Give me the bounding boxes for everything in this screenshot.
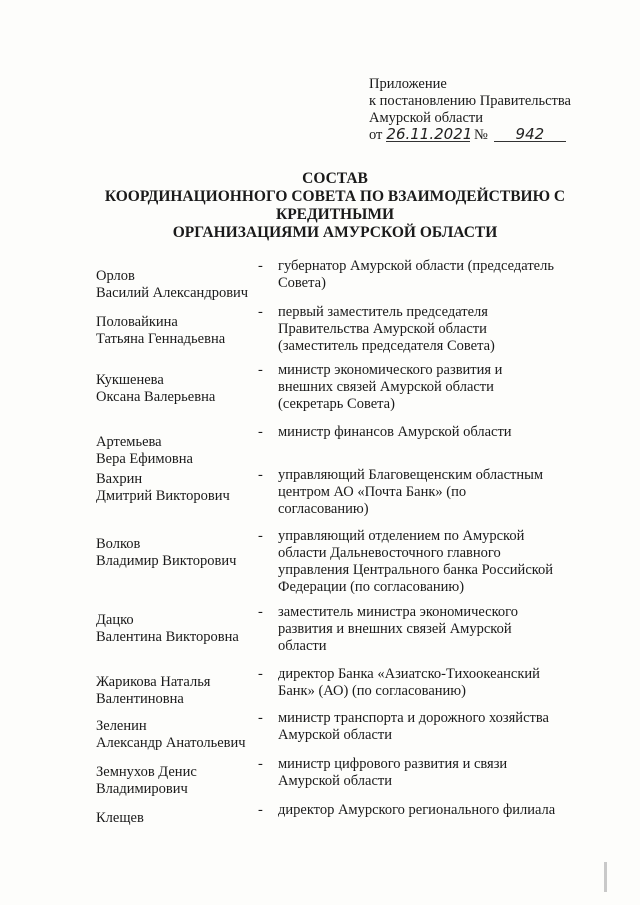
member-name [96, 268, 256, 302]
member-role [278, 756, 568, 790]
title-line-1: СОСТАВ [302, 170, 368, 187]
member-role [278, 710, 568, 744]
title-line-2: КООРДИНАЦИОННОГО СОВЕТА ПО ВЗАИМОДЕЙСТВИЮ С [104, 188, 566, 205]
role-line: Амурской области [278, 773, 392, 789]
scan-edge-mark [604, 862, 607, 892]
member-name [96, 718, 256, 752]
member-role [278, 604, 568, 655]
member-role [278, 528, 568, 596]
member-surname: Клещев [96, 810, 144, 826]
role-line: директор Банка «Азиатско-Тихоокеанский [278, 666, 540, 682]
member-surname: Орлов [96, 268, 135, 284]
handwritten-date: 26.11.2021 [386, 125, 473, 143]
member-given-name: Василий Александрович [96, 285, 249, 301]
member-surname: Артемьева [96, 434, 162, 450]
member-role [278, 258, 568, 292]
role-line: Федерации (по согласованию) [278, 579, 465, 595]
member-surname: Зеленин [96, 718, 147, 734]
member-dash: - [258, 756, 263, 772]
member-given-name: Владимирович [96, 781, 188, 797]
member-dash: - [258, 604, 263, 620]
member-dash: - [258, 467, 263, 483]
member-given-name: Оксана Валерьевна [96, 389, 216, 405]
appendix-date-line [369, 127, 571, 144]
role-line: управляющий отделением по Амурской [278, 528, 525, 544]
member-role [278, 666, 568, 700]
role-line: области [278, 638, 327, 654]
handwritten-number: 942 [494, 127, 566, 142]
member-given-name: Александр Анатольевич [96, 735, 246, 751]
appendix-line-2: к постановлению Правительства [369, 93, 571, 109]
member-dash: - [258, 528, 263, 544]
title-line-4: ОРГАНИЗАЦИЯМИ АМУРСКОЙ ОБЛАСТИ [172, 224, 498, 241]
member-given-name: Валентиновна [96, 691, 184, 707]
role-line: заместитель министра экономического [278, 604, 519, 620]
role-line: развития и внешних связей Амурской [278, 621, 512, 637]
role-line: центром АО «Почта Банк» (по [278, 484, 467, 500]
role-line: управляющий Благовещенским областным [278, 467, 544, 483]
member-surname: Жарикова Наталья [96, 674, 211, 690]
role-line: министр экономического развития и [278, 362, 503, 378]
member-dash: - [258, 424, 263, 440]
role-line: губернатор Амурской области (председатель [278, 258, 554, 274]
member-surname: Половайкина [96, 314, 178, 330]
role-line: министр цифрового развития и связи [278, 756, 508, 772]
member-surname: Дацко [96, 612, 134, 628]
role-line: области Дальневосточного главного [278, 545, 501, 561]
member-given-name: Дмитрий Викторович [96, 488, 230, 504]
from-label: от [369, 127, 383, 143]
role-line: Правительства Амурской области [278, 321, 487, 337]
member-dash: - [258, 362, 263, 378]
member-name [96, 434, 256, 468]
member-given-name: Татьяна Геннадьевна [96, 331, 226, 347]
title-line-3: КРЕДИТНЫМИ [275, 206, 395, 223]
member-dash: - [258, 802, 263, 818]
member-given-name: Владимир Викторович [96, 553, 237, 569]
member-name [96, 471, 256, 505]
role-line: согласованию) [278, 501, 369, 517]
member-dash: - [258, 666, 263, 682]
member-name [96, 372, 256, 406]
role-line: внешних связей Амурской области [278, 379, 494, 395]
role-line: директор Амурского регионального филиала [278, 802, 556, 818]
member-surname: Земнухов Денис [96, 764, 197, 780]
member-name [96, 314, 256, 348]
role-line: Амурской области [278, 727, 392, 743]
member-surname: Кукшенева [96, 372, 164, 388]
member-name [96, 810, 256, 827]
role-line: министр финансов Амурской области [278, 424, 512, 440]
member-role [278, 424, 568, 441]
member-dash: - [258, 258, 263, 274]
role-line: Банк» (АО) (по согласованию) [278, 683, 466, 699]
member-name [96, 764, 256, 798]
appendix-line-3: Амурской области [369, 110, 483, 126]
member-name [96, 674, 256, 708]
member-role [278, 467, 568, 518]
role-line: (секретарь Совета) [278, 396, 395, 412]
role-line: первый заместитель председателя [278, 304, 488, 320]
document-title [100, 170, 570, 242]
role-line: (заместитель председателя Совета) [278, 338, 495, 354]
member-given-name: Валентина Викторовна [96, 629, 239, 645]
role-line: министр транспорта и дорожного хозяйства [278, 710, 549, 726]
member-role [278, 802, 568, 819]
role-line: управления Центрального банка Российской [278, 562, 554, 578]
member-dash: - [258, 710, 263, 726]
member-name [96, 612, 256, 646]
member-name [96, 536, 256, 570]
member-dash: - [258, 304, 263, 320]
member-role [278, 304, 568, 355]
role-line: Совета) [278, 275, 326, 291]
member-role [278, 362, 568, 413]
member-surname: Волков [96, 536, 141, 552]
appendix-line-1: Приложение [369, 76, 447, 92]
appendix-block [369, 76, 571, 144]
member-surname: Вахрин [96, 471, 143, 487]
member-given-name: Вера Ефимовна [96, 451, 193, 467]
number-label: № [474, 127, 488, 143]
